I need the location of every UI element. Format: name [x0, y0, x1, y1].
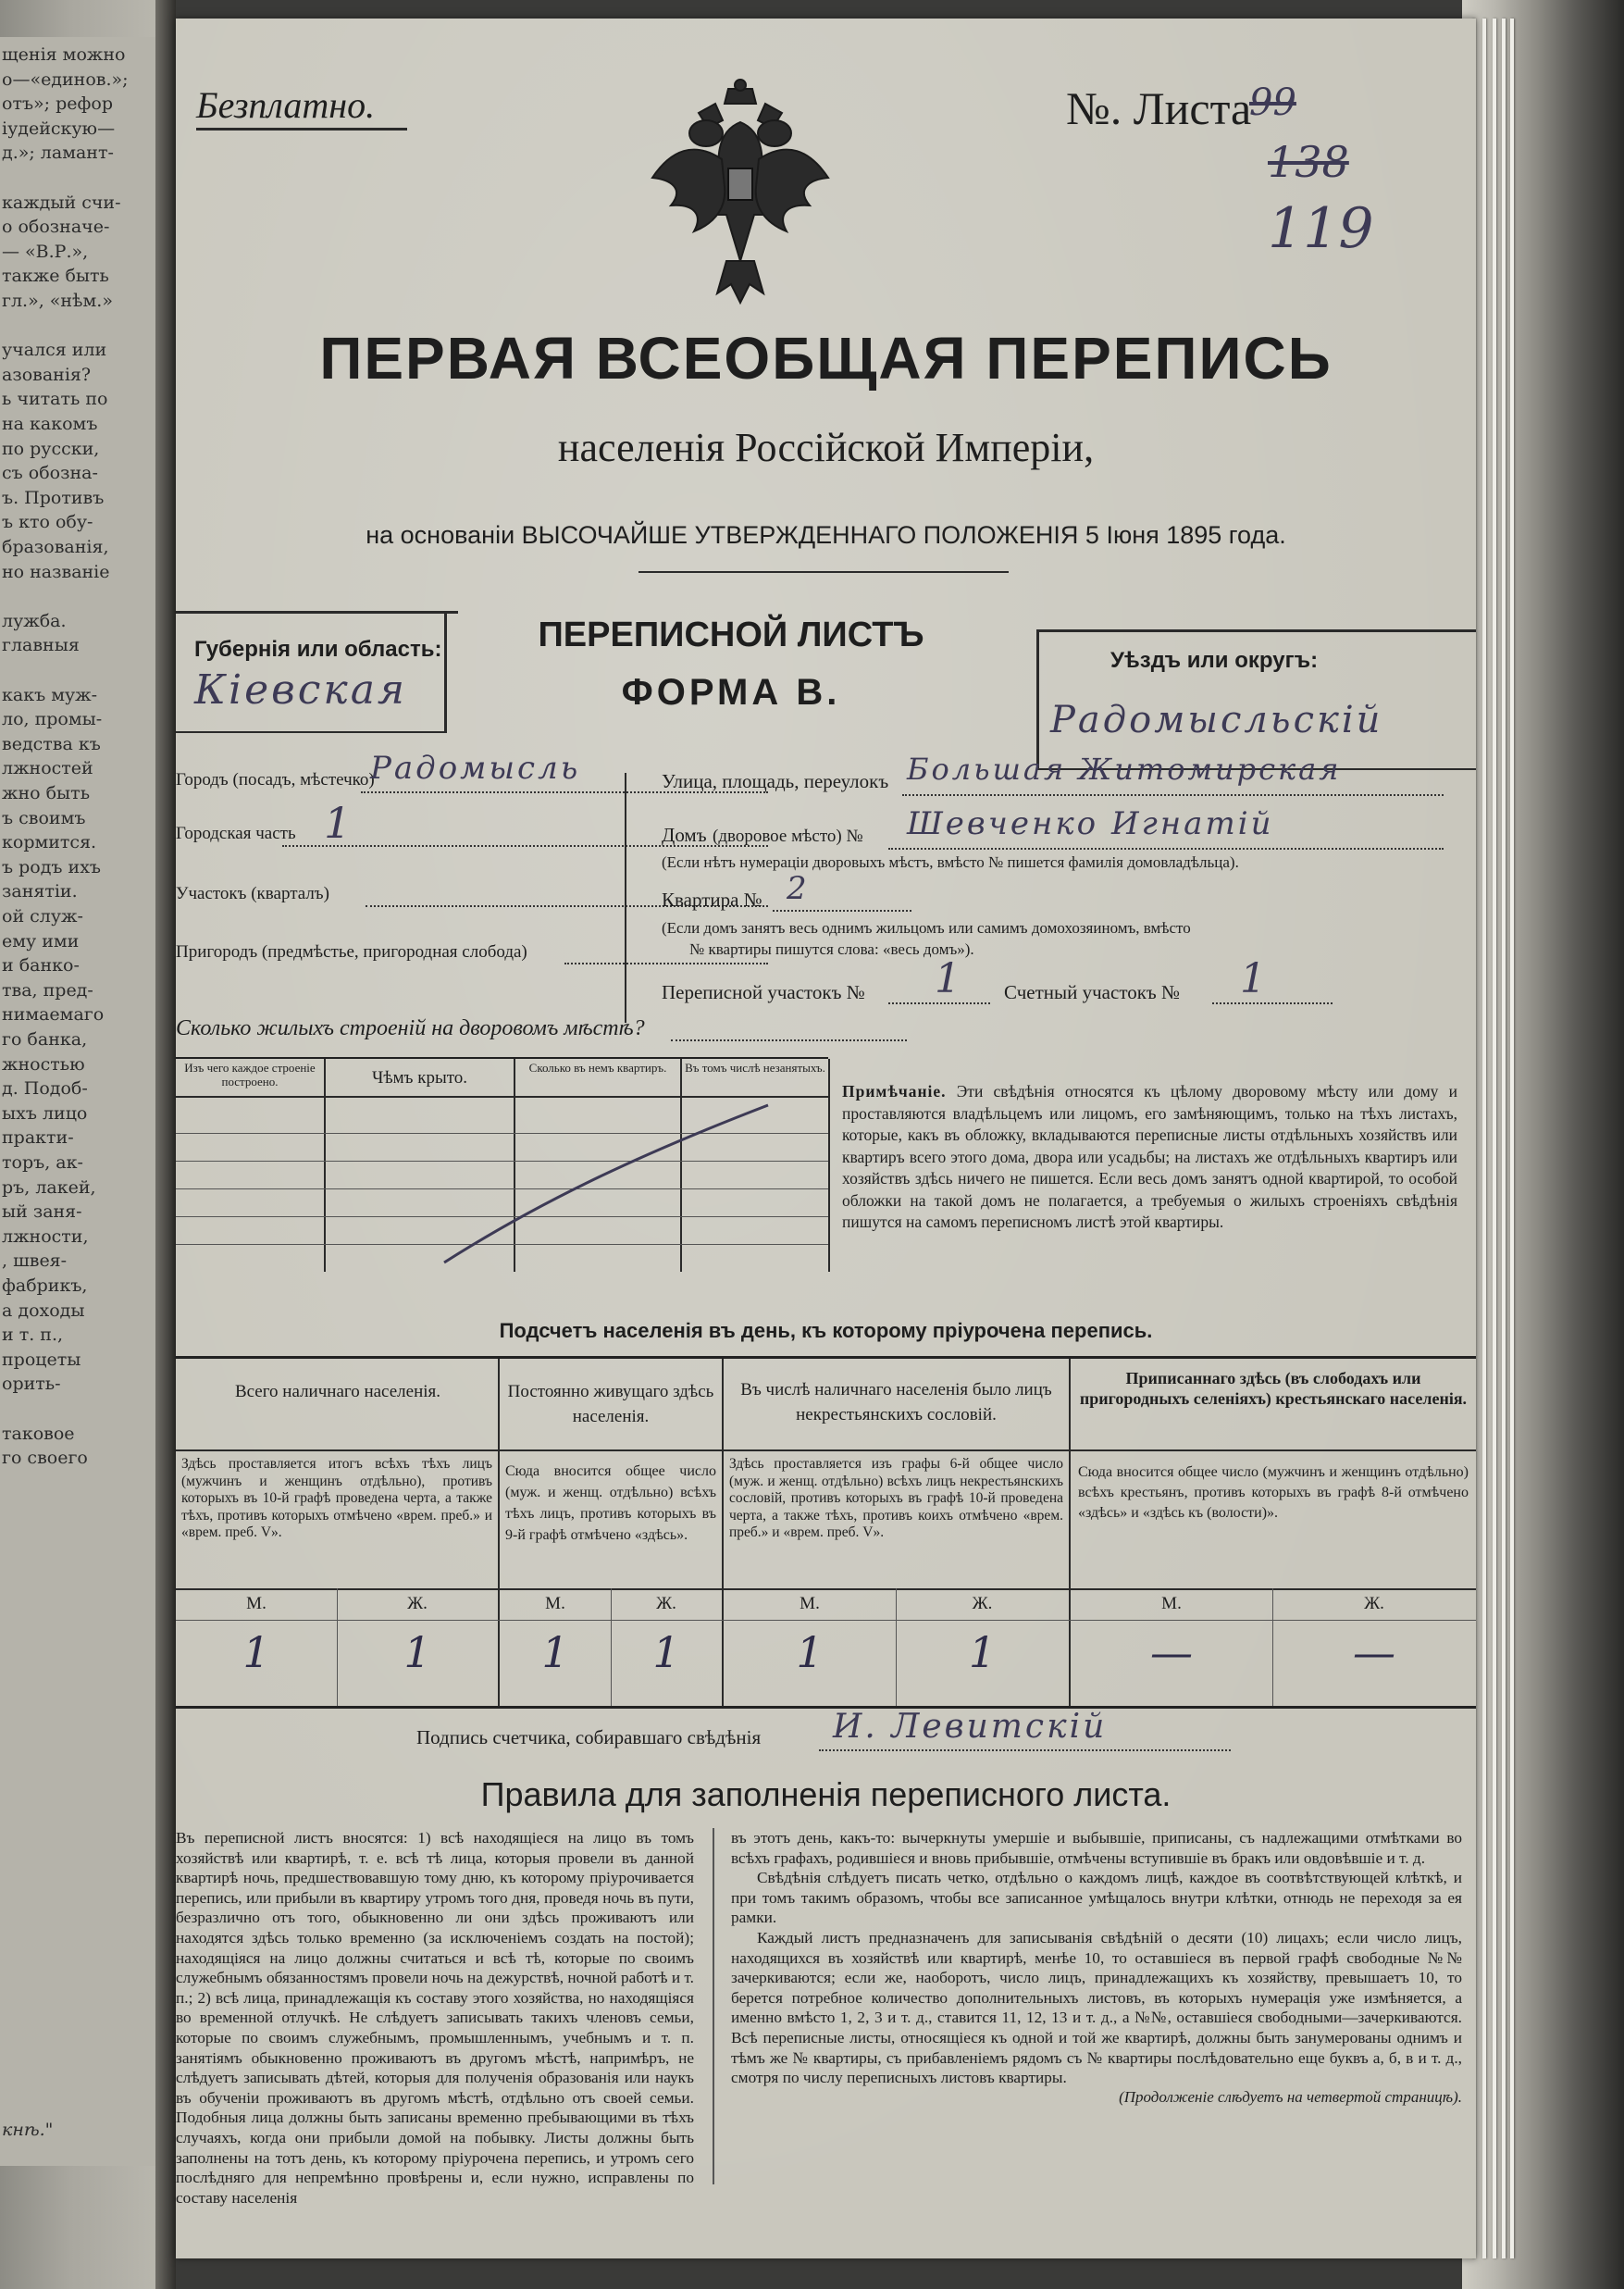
adjacent-page-line: и банко-	[2, 955, 80, 977]
rules-continuation: (Продолженіе слѣдуетъ на четвертой страницѣ).	[1119, 2087, 1462, 2106]
adjacent-page-line: ыхъ лицо	[2, 1102, 88, 1124]
house-note: (Если нѣтъ нумераціи дворовыхъ мѣстъ, вмѣсто № пишется фамилія домовладѣльца).	[662, 853, 1239, 871]
count-area-label: Счетный участокъ №	[1004, 981, 1181, 1003]
house-sublabel: (дворовое мѣсто) №	[713, 827, 863, 846]
adjacent-page-line: щенія можно	[2, 44, 126, 65]
population-table	[176, 1356, 1476, 1709]
adjacent-page-line: каждый счи-	[2, 192, 121, 213]
adjacent-page-line: лжности,	[2, 1225, 89, 1247]
buildings-col-material: Изъ чего каждое строеніе построено.	[184, 1061, 316, 1089]
pop-nonpeasant-male: 1	[796, 1627, 824, 1677]
pop-c1-f-label: Ж.	[407, 1594, 428, 1613]
adjacent-page-line: гл.», «нѣм.»	[2, 291, 113, 311]
sheet-number-corrected: 138	[1268, 137, 1349, 187]
adjacent-page-line: по русски,	[2, 438, 100, 459]
adjacent-page-line: практи-	[2, 1127, 74, 1149]
count-area-value: 1	[1240, 955, 1269, 1002]
rules-left-column: Въ переписной листъ вносятся: 1) всѣ находящіеся на лицо въ томъ хозяйствѣ или квартирѣ, т. е. всѣ тѣ лица, которыя провели въ данной квартирѣ ночь, предшествовавшую тому дню, къ которому пріурочивается перепись, или прибыли въ квартиру утромъ того дня, проведя ночь въ пути, безразлично отъ того, обыкновенно ли они здѣсь проживаютъ или находятся здѣсь только временно (за исключеніемъ создать на постой); находящіяся на лицо должны считаться и всѣ тѣ, которые по своимъ служебнымъ обязанностямъ провели ночь на дежурствѣ, ночной работѣ и т. п.; 2) всѣ лица, принадлежащія къ составу этого хозяйства, но находящіяся во временной отлучкѣ. Не слѣдуетъ записывать такихъ членовъ семьи, которые по своимъ служебнымъ, промышленнымъ, учебнымъ и т. п. занятіямъ обыкновенно проживаютъ въ другомъ мѣстѣ, напримѣръ, не слѣдуетъ записывать дѣтей, которыя для полученія образованія или наукъ въ обученіи проживаютъ въ другомъ мѣстѣ, отдѣльно отъ своей семьи. Подобныя лица должны быть записаны временно пребывающими въ тѣхъ случаяхъ, когда они прибыли домой на побывку. Листы должны быть заполнены на тотъ день, къ которому пріурочена перепись, и утромъ сего послѣдняго для непремѣнно провѣрены и, если нужно, исправлены по составу населенія	[176, 1829, 694, 2207]
adjacent-page-line: го своего	[2, 1448, 88, 1469]
pop-col3-desc: Здѣсь проставляется изъ графы 6-й общее число (муж. и женщ. отдѣльно) всѣхъ лицъ некрестьянскихъ сословій, противъ которыхъ въ графѣ 10-й проведена черта, а также тѣхъ, противъ коихъ отмѣчено «врем. преб.» и «врем. преб. V».	[729, 1456, 1063, 1540]
adjacent-page-line: ведства къ	[2, 733, 101, 754]
adjacent-page-line: ему ими	[2, 930, 80, 952]
pop-c3-m-label: М.	[800, 1594, 820, 1613]
legal-basis: на основаніи ВЫСОЧАЙШЕ УТВЕРЖДЕННАГО ПОЛОЖЕНІЯ 5 Іюня 1895 года.	[366, 521, 1286, 549]
census-area-label: Переписной участокъ №	[662, 981, 865, 1003]
pop-col1-desc: Здѣсь проставляется итогъ всѣхъ тѣхъ лицъ (мужчинъ и женщинъ отдѣльно), противъ которыхъ въ 10-й графѣ проведена черта, а также тѣхъ, противъ которыхъ отмѣчено «врем. преб.» и «врем. преб. V».	[181, 1456, 492, 1540]
apartment-label: Квартира №	[662, 889, 762, 911]
adjacent-page-line: бразованія,	[2, 537, 109, 557]
buildings-col-vacant: Въ томъ числѣ незанятыхъ.	[685, 1061, 825, 1075]
adjacent-page-line: учался или	[2, 340, 107, 361]
pop-col2-desc: Сюда вносится общее число (муж. и женщ. отдѣльно) всѣхъ тѣхъ лицъ, противъ которыхъ въ 9-й графѣ отмѣчено «здѣсь».	[505, 1463, 716, 1543]
pop-col4-head: Приписаннаго здѣсь (въ слободахъ или пригородныхъ селеніяхъ) крестьянскаго населенія.	[1079, 1369, 1468, 1408]
city-part-value: 1	[324, 798, 354, 848]
binding-shadow	[155, 0, 176, 2289]
district-label: Участокъ (кварталъ)	[176, 884, 329, 903]
adjacent-page-line: — «В.Р.»,	[2, 241, 89, 262]
adjacent-page-line: жностью	[2, 1053, 85, 1075]
adjacent-page-line: жно быть	[2, 783, 91, 803]
left-adjacent-page	[0, 0, 176, 2289]
pop-total-female: 1	[403, 1627, 431, 1677]
adjacent-page-line: лжностей	[2, 758, 93, 779]
signature-label: Подпись счетчика, собиравшаго свѣдѣнія	[416, 1726, 762, 1748]
adjacent-page-line: ло, промы-	[2, 709, 103, 730]
adjacent-page-line: съ обозна-	[2, 463, 98, 484]
house-value: Шевченко Игнатій	[907, 805, 1274, 842]
adjacent-page-line: и т. п.,	[2, 1325, 64, 1346]
signature-value: И. Левитскій	[833, 1708, 1108, 1746]
adjacent-page-line: ръ, лакей,	[2, 1176, 96, 1198]
page-title: ПЕРВАЯ ВСЕОБЩАЯ ПЕРЕПИСЬ	[319, 325, 1333, 392]
pop-permanent-female: 1	[652, 1627, 680, 1677]
guberniya-label: Губернія или область:	[194, 637, 442, 662]
sheet-number-old: 99	[1249, 81, 1296, 124]
adjacent-page-line: лужба.	[2, 610, 67, 631]
page-stack-edges	[1462, 0, 1624, 2289]
pop-nonpeasant-female: 1	[968, 1627, 997, 1677]
pop-peasant-male: —	[1150, 1627, 1193, 1677]
suburb-label: Пригородъ (предмѣстье, пригородная слобода)	[176, 942, 527, 962]
apartment-note-2: № квартиры пишутся слова: «весь домъ»).	[689, 940, 974, 958]
adjacent-page-line: также быть	[2, 266, 109, 287]
adjacent-page-line: тва, пред-	[2, 979, 93, 1001]
adjacent-page-line: о—«единов.»;	[2, 68, 129, 90]
city-value: Радомысль	[370, 750, 581, 787]
free-label: Безплатно.	[196, 84, 376, 126]
adjacent-page-line: нимаемаго	[2, 1004, 105, 1026]
guberniya-value: Кіевская	[194, 666, 408, 714]
pop-c2-f-label: Ж.	[656, 1594, 676, 1613]
pop-permanent-male: 1	[541, 1627, 569, 1677]
street-label: Улица, площадь, переулокъ	[662, 770, 889, 792]
buildings-table	[176, 1057, 828, 1272]
adjacent-page-line: таковое	[2, 1423, 75, 1444]
adjacent-page-line: отъ»; рефор	[2, 93, 113, 115]
pop-col1-head: Всего наличнаго населенія.	[234, 1382, 441, 1401]
adjacent-page-line: ъ своимъ	[2, 807, 86, 828]
adjacent-page-line: го банка,	[2, 1029, 88, 1050]
buildings-question: Сколько жилыхъ строеній на дворовомъ мѣстѣ?	[176, 1016, 645, 1040]
adjacent-page-line: д. Подоб-	[2, 1078, 88, 1100]
adjacent-page-text	[0, 37, 167, 2166]
adjacent-page-line: главныя	[2, 635, 80, 656]
adjacent-page-line: торъ, ак-	[2, 1152, 83, 1173]
adjacent-page-line: ъ родъ ихъ	[2, 856, 102, 877]
pop-col3-head: Въ числѣ наличнаго населенія было лицъ некрестьянскихъ сословій.	[740, 1380, 1052, 1424]
uezd-label: Уѣздъ или округъ:	[1110, 648, 1319, 673]
adjacent-page-line: кормится.	[2, 832, 97, 853]
pop-c1-m-label: М.	[246, 1594, 267, 1613]
census-sheet	[176, 19, 1476, 2258]
adjacent-page-line: но названіе	[2, 561, 110, 582]
pop-total-male: 1	[242, 1627, 270, 1677]
house-label: Домъ	[662, 824, 707, 846]
adjacent-page-line: ь читать по	[2, 389, 108, 410]
adjacent-page-line: азованія?	[2, 364, 92, 385]
sheet-number-final: 119	[1268, 196, 1374, 261]
rules-title: Правила для заполненія переписного листа.	[480, 1775, 1172, 1813]
pop-c2-m-label: М.	[545, 1594, 565, 1613]
street-value: Большая Житомирская	[907, 752, 1342, 787]
pop-c4-m-label: М.	[1161, 1594, 1182, 1613]
adjacent-page-line: какъ муж-	[2, 684, 98, 705]
form-name: ФОРМА В.	[621, 672, 841, 713]
adjacent-page-line: орить-	[2, 1374, 61, 1395]
pop-c3-f-label: Ж.	[972, 1594, 993, 1613]
buildings-col-roof: Чѣмъ крыто.	[371, 1068, 468, 1088]
adjacent-page-line: процеты	[2, 1349, 81, 1370]
population-title: Подсчетъ населенія въ день, къ которому пріурочена перепись.	[499, 1319, 1153, 1342]
adjacent-page-line: ой служ-	[2, 906, 83, 927]
adjacent-page-footer: кнѣ."	[2, 2120, 54, 2140]
adjacent-page-line: іудейскую—	[2, 118, 116, 139]
pop-c4-f-label: Ж.	[1364, 1594, 1384, 1613]
city-label: Городъ (посадъ, мѣстечко)	[176, 770, 375, 790]
city-part-label: Городская часть	[176, 824, 296, 843]
adjacent-page-line: д.»; ламант-	[2, 143, 114, 164]
adjacent-page-line: ъ кто обу-	[2, 512, 93, 533]
uezd-value: Радомысльскій	[1050, 699, 1383, 741]
form-sheet-name: ПЕРЕПИСНОЙ ЛИСТЪ	[538, 616, 924, 654]
adjacent-page-line: , швея-	[2, 1250, 68, 1272]
adjacent-page-line: на какомъ	[2, 414, 98, 434]
rules-right-p2: Свѣдѣнія слѣдуетъ писать четко, отдѣльно о каждомъ лицѣ, каждое въ соотвѣтствующей клѣткѣ, и при томъ такимъ образомъ, чтобы все записанное умѣщалось внутри клѣтки, отнюдь не переходя за ея рамки.	[731, 1869, 1462, 1927]
rules-right-p1: въ этотъ день, какъ-то: вычеркнуты умершіе и выбывшіе, приписаны, съ надлежащими отмѣтками во всѣхъ графахъ, родившіеся и вновь прибывшіе, отмѣчены вступившіе въ бракъ или овдовѣвшіе и т. д.	[731, 1829, 1462, 1867]
sheet-number-label: №. Листа	[1066, 82, 1252, 134]
apartment-note-1: (Если домъ занятъ весь однимъ жильцомъ или самимъ домохозяиномъ, вмѣсто	[662, 919, 1191, 937]
buildings-note: Примѣчаніе. Эти свѣдѣнія относятся къ цѣлому дворовому мѣсту или дому и проставляются владѣльцемъ или лицомъ, его замѣняющимъ, только на тѣхъ листахъ, которые, какъ въ обложку, вкладываются переписные листы отдѣльныхъ хозяйствъ или квартиръ всего этого дома, двора или усадьбы; на листахъ же отдѣльныхъ квартиръ или хозяйствъ здѣсь ничего не пишется. Если весь домъ занятъ одной квартирой, то особой обложки на такой домъ не полагается, а требуемыя о жилыхъ строеніяхъ свѣдѣнія пишутся на самомъ переписномъ листѣ этой квартиры.	[842, 1082, 1457, 1231]
buildings-col-apartments: Сколько въ немъ квартиръ.	[528, 1061, 667, 1075]
adjacent-page-line: а доходы	[2, 1300, 85, 1321]
rules-right-column	[731, 1828, 1462, 2107]
pop-peasant-female: —	[1353, 1627, 1395, 1677]
page-subtitle: населенія Россійской Имперіи,	[557, 425, 1095, 470]
pop-col4-desc: Сюда вносится общее число (мужчинъ и женщинъ отдѣльно) всѣхъ крестьянъ, противъ которыхъ въ графѣ 8-й отмѣчено «здѣсь» и «здѣсь къ (волости)».	[1078, 1464, 1469, 1521]
rules-right-p3: Каждый листъ предназначенъ для записыванія свѣдѣній о десяти (10) лицахъ; если число лицъ, находящихся въ хозяйствѣ или квартирѣ, менѣе 10, то оставшіеся въ первой графѣ свободные №№ зачеркиваются; если же, наоборотъ, число лицъ, принадлежащихъ къ хозяйству, превышаетъ 10, то берется потребное количество дополнительныхъ листовъ, въ которыхъ нумерація уже измѣняется, а именно вмѣсто 1, 2, 3 и т. д., ставится 11, 12, 13 и т. д., а №№, оставшіеся свободными—зачеркиваются. Всѣ переписные листы, относящіеся къ одной и той же квартирѣ, должны быть занумерованы однимъ и тѣмъ же № квартиры, съ прибавленіемъ рядомъ съ № квартиры послѣдовательно еще буквъ а, б, в и т. д., смотря по числу переписныхъ листовъ квартиры.	[731, 1928, 1462, 2087]
pop-col2-head: Постоянно живущаго здѣсь населенія.	[507, 1382, 714, 1426]
strike-through-line	[435, 1096, 787, 1272]
apartment-value: 2	[787, 870, 810, 907]
adjacent-page-line: занятіи.	[2, 881, 78, 902]
adjacent-page-line: фабрикъ,	[2, 1275, 88, 1296]
adjacent-page-line: ый заня-	[2, 1201, 82, 1223]
adjacent-page-line: ъ. Противъ	[2, 487, 105, 508]
double-headed-eagle-icon	[643, 76, 837, 307]
adjacent-page-line: о обозначе-	[2, 217, 110, 238]
census-area-value: 1	[935, 955, 963, 1002]
